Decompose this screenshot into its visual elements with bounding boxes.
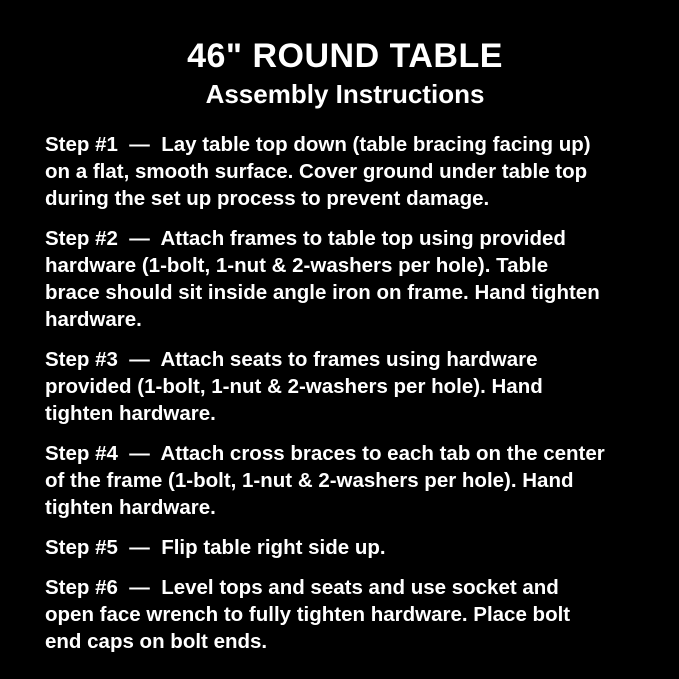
- step-3-line: tighten hardware.: [45, 402, 216, 425]
- step-2-line: hardware (1-bolt, 1-nut & 2-washers per hole). Table: [45, 254, 549, 277]
- step-4-line: Step #4 — Attach cross braces to each tab on the center: [45, 442, 605, 465]
- step-1-line: Step #1 — Lay table top down (table bracing facing up): [45, 133, 591, 156]
- step-6-line: open face wrench to fully tighten hardware. Place bolt: [45, 603, 571, 626]
- step-2-line: hardware.: [45, 308, 142, 331]
- step-1-line: on a flat, smooth surface. Cover ground under table top: [45, 160, 588, 183]
- step-4-line: tighten hardware.: [45, 496, 216, 519]
- page-title: 46" ROUND TABLE: [187, 37, 503, 75]
- step-6-line: Step #6 — Level tops and seats and use socket and: [45, 576, 559, 599]
- step-4-line: of the frame (1-bolt, 1-nut & 2-washers per hole). Hand: [45, 469, 574, 492]
- step-1-line: during the set up process to prevent damage.: [45, 187, 490, 210]
- steps-list: [45, 131, 645, 655]
- step-1: [45, 131, 645, 212]
- step-2-line: brace should sit inside angle iron on frame. Hand tighten: [45, 281, 600, 304]
- step-2: [45, 225, 645, 333]
- step-3: [45, 346, 645, 427]
- step-5-line: Step #5 — Flip table right side up.: [45, 536, 386, 559]
- step-5: [45, 534, 645, 561]
- step-3-line: Step #3 — Attach seats to frames using hardware: [45, 348, 538, 371]
- step-4: [45, 440, 645, 521]
- step-6: [45, 574, 645, 655]
- step-3-line: provided (1-bolt, 1-nut & 2-washers per hole). Hand: [45, 375, 543, 398]
- step-6-line: end caps on bolt ends.: [45, 630, 268, 653]
- page-subtitle: Assembly Instructions: [205, 79, 485, 109]
- step-2-line: Step #2 — Attach frames to table top using provided: [45, 227, 566, 250]
